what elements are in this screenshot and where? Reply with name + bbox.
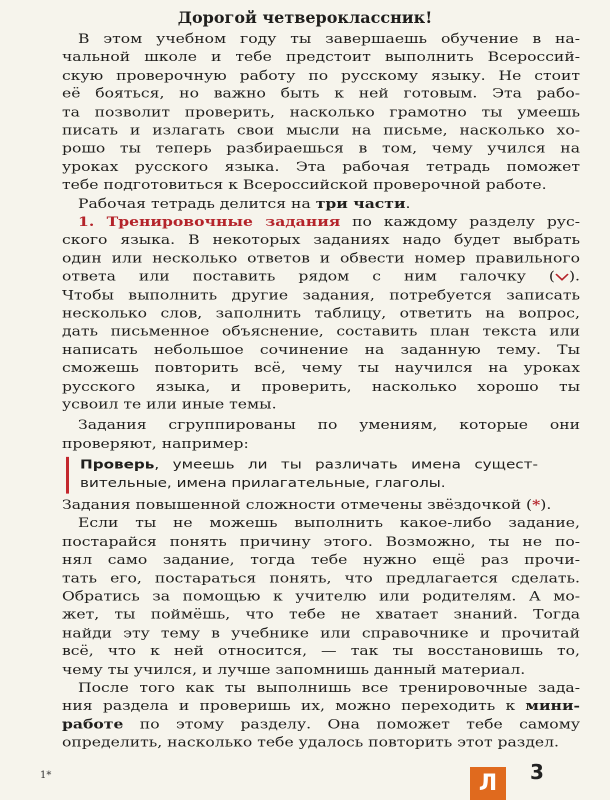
text-span: вительные, имена прилагательные, глаголы. [80, 475, 446, 491]
check-mark-icon [555, 272, 569, 282]
paragraph-line [62, 551, 580, 569]
text-span: всё, что к ней относится, — так ты восстановишь то, [62, 643, 580, 659]
page-title: Дорогой четвероклассник! [177, 8, 433, 27]
text-span: Рабочая тетрадь делится на [78, 196, 316, 211]
paragraph-line [62, 158, 580, 176]
text-span: по этому разделу. Она поможет тебе самому [123, 717, 580, 732]
paragraph-line [62, 569, 580, 587]
section-heading: 1. Тренировочные задания [78, 213, 341, 230]
paragraph-line [78, 679, 580, 697]
paragraph-line [62, 286, 580, 304]
text-span: чальной школе и тебе предстоит выполнить Всероссий- [62, 49, 580, 65]
text-span: Чтобы выполнить другие задания, потребуется записать [62, 287, 580, 303]
text-span: постарайся понять причину этого. Возможно, ты не по- [62, 534, 580, 549]
text-span: та позволит проверить, насколько грамотно ты умеешь [62, 104, 580, 120]
paragraph-line [78, 195, 580, 213]
paragraph-line [62, 48, 580, 66]
paragraph-line [62, 140, 580, 158]
frame-line [80, 455, 538, 473]
text-span: рошо ты теперь разбираешься в том, чему учился на [62, 141, 580, 157]
frame-line [80, 474, 538, 492]
text-span: дать письменное объяснение, составить план текста или [62, 324, 580, 339]
paragraph-line [62, 176, 580, 194]
paragraph-line [62, 396, 580, 414]
text-span: Задания сгруппированы по умениям, которые они [78, 418, 580, 433]
bold-text: мини- [525, 697, 580, 714]
text-span: В этом учебном году ты завершаешь обучение в на- [78, 31, 580, 47]
text-span: скую проверочную работу по русскому языку. Не стоит [62, 68, 580, 83]
paragraph-line [62, 249, 580, 267]
paragraph-line [62, 121, 580, 139]
text-span: жет, ты поймёшь, что тебе не хватает знаний. Тогда [62, 607, 580, 623]
text-span: ского языка. В некоторых заданиях надо будет выбрать [62, 232, 580, 248]
frame-keyword: Проверь [80, 457, 155, 472]
paragraph-line [62, 624, 580, 642]
star-mark: * [532, 496, 541, 513]
paragraph-line [62, 323, 580, 341]
text-span: чему ты учился, и лучше запомнишь данный материал. [62, 662, 526, 677]
text-span: усвоил те или иные темы. [62, 397, 277, 412]
text-span: найди эту тему в учебнике или справочнике и прочитай [62, 625, 580, 641]
text-span: проверяют, например: [62, 436, 249, 451]
paragraph-line [62, 304, 580, 322]
signature-mark: 1* [40, 770, 52, 781]
paragraph-line [62, 341, 580, 359]
text-span: ния раздела и проверишь их, можно переходить к [62, 698, 526, 714]
paragraph-line [62, 496, 580, 514]
text-span: Обратись за помощью к учителю или родителям. А мо- [62, 589, 580, 604]
text-span: определить, насколько тебе удалось повторить этот раздел. [62, 735, 560, 751]
paragraph-line [62, 606, 580, 624]
paragraph-line [78, 514, 580, 532]
paragraph-line [78, 213, 580, 231]
text-span: написать небольшое сочинение на заданную тему. Ты [62, 342, 580, 358]
paragraph-line [62, 587, 580, 605]
logo-letter: Л [478, 771, 498, 796]
paragraph-line [62, 85, 580, 103]
paragraph-line [62, 103, 580, 121]
paragraph-line [62, 533, 580, 551]
text-span: по каждому разделу рус- [340, 214, 580, 230]
text-span: несколько слов, заполнить таблицу, ответить на вопрос, [62, 305, 580, 321]
paragraph-line [62, 661, 580, 679]
text-span: , умеешь ли ты различать имена сущест- [154, 457, 538, 472]
text-span: После того как ты выполнишь все тренировочные зада- [78, 680, 580, 696]
text-span: ). [540, 497, 552, 513]
bold-text: работе [62, 716, 124, 732]
text-span: тать его, постараться понять, что предлагается сделать. [62, 570, 580, 586]
text-span: Если ты не можешь выполнить какое-либо задание, [78, 515, 580, 531]
paragraph-line [62, 734, 580, 752]
paragraph-line [62, 715, 580, 733]
text-span: русского языка, и проверить, насколько хорошо ты [62, 379, 580, 394]
text-span: ). [568, 269, 580, 284]
bold-text: три части [315, 195, 406, 211]
text-column [0, 6, 610, 751]
paragraph-line [62, 231, 580, 249]
paragraph-line [78, 30, 580, 48]
page-number: 3 [530, 760, 544, 784]
paragraph-line [62, 359, 580, 377]
text-span: нял само задание, тогда тебе нужно ещё раз прочи- [62, 552, 580, 568]
text-span: Задания повышенной сложности отмечены звёздочкой ( [62, 497, 533, 513]
text-span: писать и излагать свои мысли на письме, насколько хо- [62, 123, 580, 138]
paragraph-line [62, 268, 580, 286]
publisher-logo [470, 767, 506, 800]
paragraph-line [62, 377, 580, 395]
text-span: . [405, 196, 411, 211]
text-span: её бояться, но важно быть к ней готовым. Эта рабо- [62, 86, 580, 102]
text-span: уроках русского языка. Эта рабочая тетрадь поможет [62, 159, 580, 175]
paragraph-line [62, 67, 580, 85]
paragraph-line [62, 697, 580, 715]
text-span: один или несколько ответов и обвести номер правильного [62, 251, 580, 266]
text-span: сможешь повторить всё, чему ты научился на уроках [62, 360, 580, 376]
paragraph-line [62, 642, 580, 660]
text-span: тебе подготовиться к Всероссийской проверочной работе. [62, 177, 547, 193]
text-span: ответа или поставить рядом с ним галочку ( [62, 269, 555, 284]
paragraph-line [78, 416, 580, 434]
paragraph-line [62, 435, 580, 453]
